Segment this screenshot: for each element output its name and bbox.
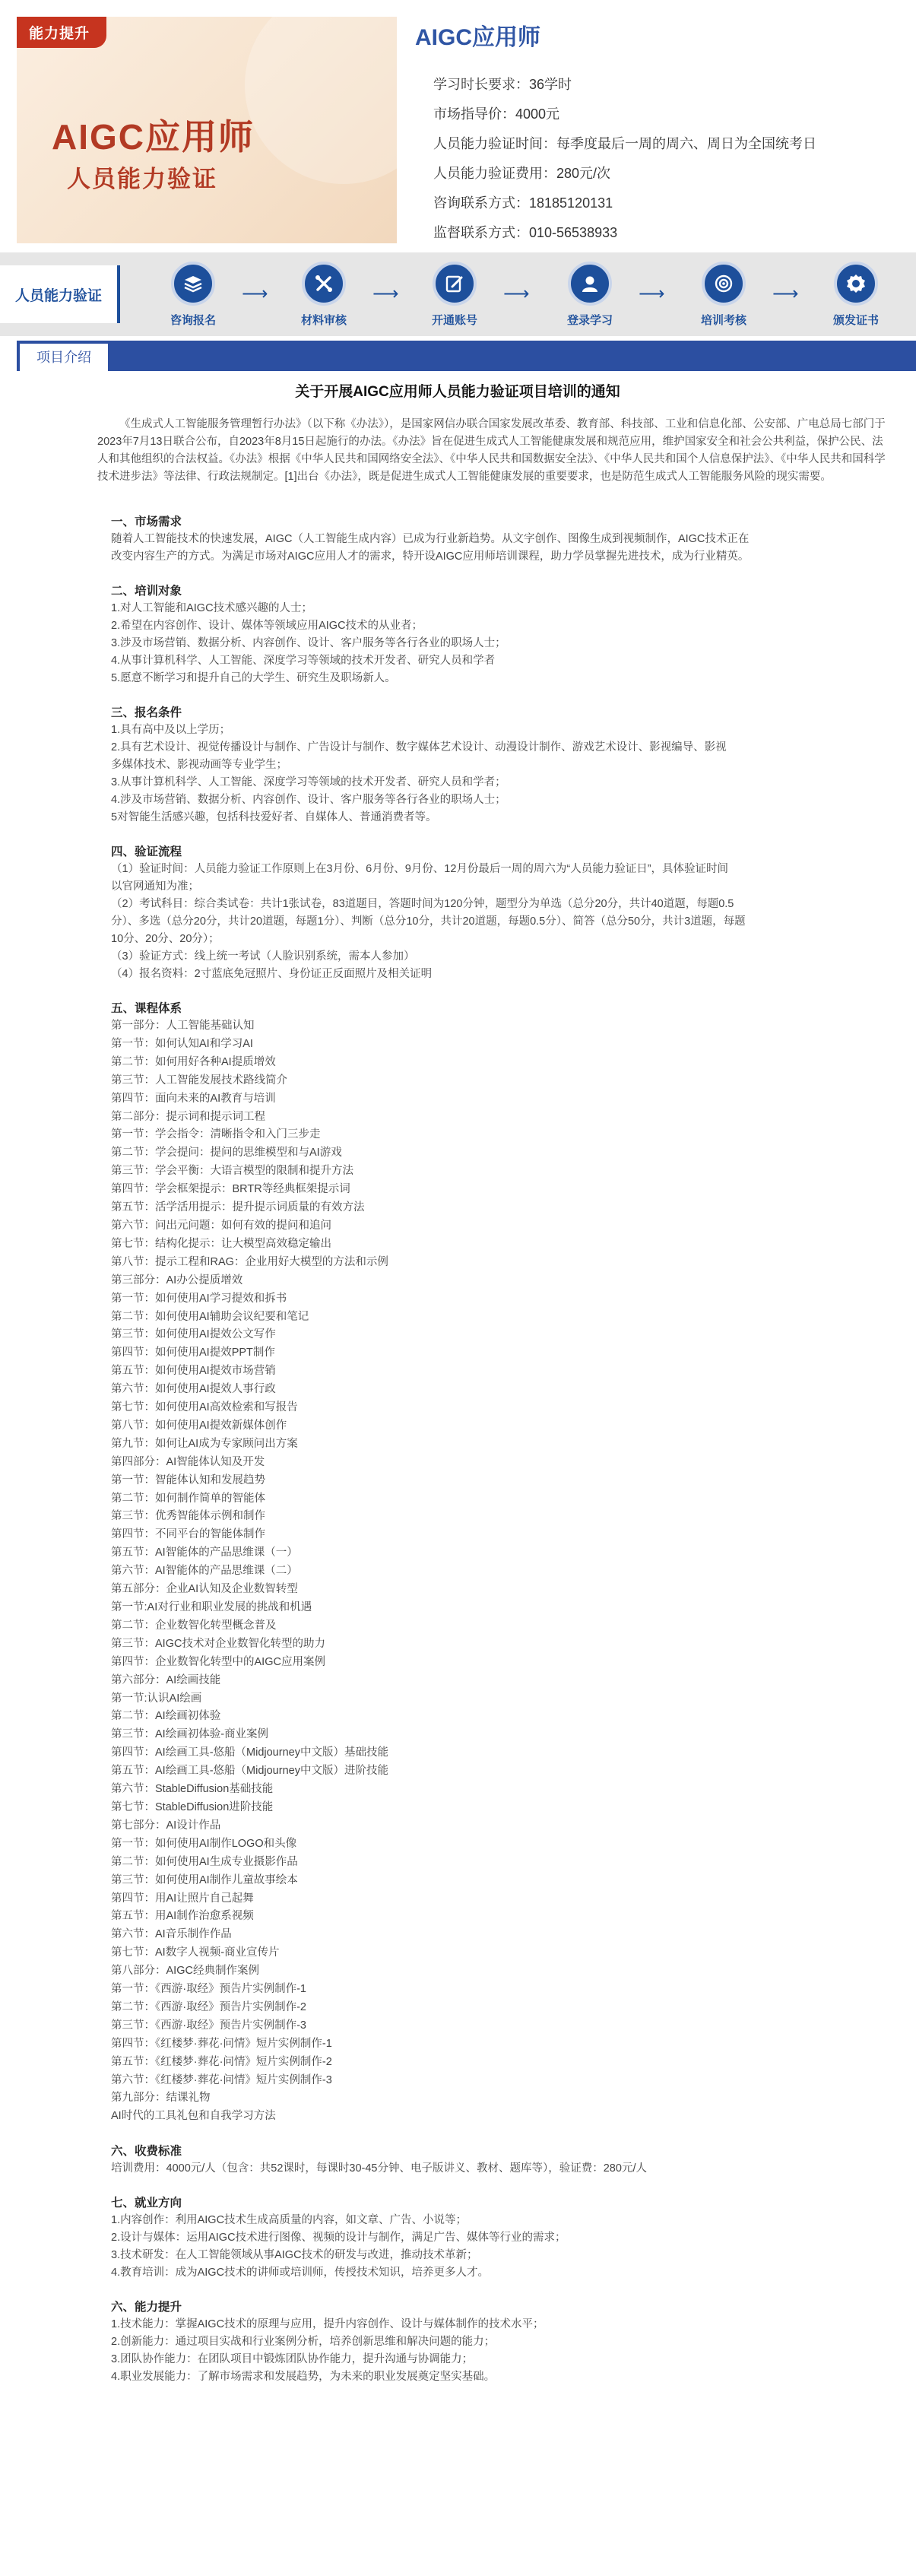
section-line: 2.创新能力：通过项目实战和行业案例分析，培养创新思维和解决问题的能力； (111, 2336, 496, 2349)
section-line: （1）验证时间：人员能力验证工作原则上在3月份、6月份、9月份、12月份最后一周的周六为“人员能力验证日”，具体验证时间 (111, 863, 729, 875)
section-line: 第二节：企业数智化转型概念普及 (111, 1619, 277, 1632)
section-lines (17, 2212, 899, 2282)
section-line: 第六节：《红楼梦·葬花·问情》短片实例制作-3 (111, 2073, 332, 2086)
section-heading: 三、报名条件 (111, 706, 182, 719)
section-line: 第一节:AI对行业和职业发展的挑战和机遇 (111, 1601, 312, 1613)
doc-section (17, 2194, 899, 2282)
section-line: 第四节：面向未来的AI教育与培训 (111, 1092, 276, 1105)
step-issue-certificate (810, 262, 902, 328)
section-line: 第九部分：结课礼物 (111, 2092, 211, 2105)
section-line: （4）报名资料：2寸蓝底免冠照片、身份证正反面照片及相关证明 (111, 968, 433, 980)
process-bar (0, 252, 916, 336)
section-line: 培训费用：4000元/人（包含：共52课时，每课时30-45分钟、电子版讲义、教材、题库等），验证费：280元/人 (111, 2162, 647, 2175)
section-lines (17, 600, 899, 687)
step-consult-register (147, 262, 239, 328)
section-lines (17, 722, 899, 826)
section-line: 随着人工智能技术的快速发展，AIGC（人工智能生成内容）已成为行业新趋势。从文字创作、图像生成到视频制作，AIGC技术正在 (111, 533, 750, 545)
intro-paragraph (17, 416, 899, 486)
section-line: 第三节：AI绘画初体验-商业案例 (111, 1728, 269, 1741)
section-line: 第三节：如何使用AI制作儿童故事绘本 (111, 1873, 298, 1886)
section-line: 1.具有高中及以上学历； (111, 724, 231, 736)
section-line: 4.教育培训：成为AIGC技术的讲师或培训师，传授技术知识，培养更多人才。 (111, 2267, 490, 2279)
step-label: 开通账号 (431, 314, 477, 327)
target-icon (702, 262, 746, 306)
hero-title: AIGC应用师 (52, 117, 255, 157)
info-exam-time: 人员能力验证时间：每季度最后一周的周六、周日为全国统考日 (433, 136, 816, 151)
section-line: 1.技术能力：掌握AIGC技术的原理与应用，提升内容创作、设计与媒体制作的技术水平； (111, 2318, 544, 2331)
section-line: 第七节：如何使用AI高效检索和写报告 (111, 1401, 298, 1414)
document-title: 关于开展AIGC应用师人员能力验证项目培训的通知 (295, 384, 620, 400)
info-study-hours: 学习时长要求：36学时 (433, 77, 572, 92)
section-line: 第一节：如何使用AI学习提效和拆书 (111, 1292, 287, 1305)
section-line: 第四部分：AI智能体认知及开发 (111, 1455, 265, 1468)
section-line: 以官网通知为准； (111, 880, 199, 893)
tab-bar (17, 341, 916, 371)
section-line: 第三节：如何使用AI提效公文写作 (111, 1328, 276, 1341)
doc-section (17, 843, 899, 983)
section-line: 4.涉及市场营销、数据分析、内容创作、设计、客户服务等各行各业的职场人士； (111, 794, 506, 806)
section-line: 分）、多选（总分20分，共计20道题，每题1分）、判断（总分10分，共计20道题，每题0.5分）、简答（总分50分，共计3道题，每题 (111, 915, 746, 928)
layers-icon (171, 262, 215, 306)
section-line: 第五节：AI智能体的产品思维课（一） (111, 1547, 298, 1559)
section-heading: 二、培训对象 (111, 585, 182, 598)
course-title: AIGC应用师 (415, 25, 540, 50)
section-line: 第四节：学会框架提示：BRTR等经典框架提示词 (111, 1183, 350, 1196)
user-icon (568, 262, 612, 306)
section-heading: 六、能力提升 (111, 2301, 182, 2314)
section-line: 改变内容生产的方式。为满足市场对AIGC应用人才的需求，特开设AIGC应用师培训课程，助力学员掌握先进技术，成为行业精英。 (111, 550, 750, 563)
hero-subtitle: 人员能力验证 (67, 166, 217, 192)
section-line: 3.团队协作能力：在团队项目中锻炼团队协作能力，提升沟通与协调能力； (111, 2353, 474, 2366)
intro-text: 《生成式人工智能服务管理暂行办法》（以下称《办法》），是国家网信办联合国家发展改革委、教育部、科技部、工业和信息化部、公安部、广电总局七部门于2023年7月13日联合公布，自2023年8月15日起施行的办法。《办法》旨在促进生成式人工智能健康发展和规范应用，维护国家安全和社会公共利益，保护公民、法人和其他组织的合法权益。《办法》根据《中华人民共和国网络安全法》、《中华人民共和国数据安全法》、《中华人民共和国个人信息保护法》、《中华人民共和国科学技术进步法》等法律、行政法规制定。[1]出台《办法》，既是促进生成式人工智能健康发展的重要要求，也是防范生成式人工智能服务风险的现实需要。 (97, 418, 886, 483)
section-lines (17, 2316, 899, 2386)
arrow-right-icon: ⟶ (503, 284, 530, 304)
step-label: 材料审核 (300, 314, 347, 327)
step-material-review (278, 262, 369, 328)
section-line: 第三节：优秀智能体示例和制作 (111, 1510, 265, 1523)
step-label: 培训考核 (700, 314, 746, 327)
step-login-study (544, 262, 635, 328)
section-line: 第六节：如何使用AI提效人事行政 (111, 1383, 276, 1396)
section-line: 第三节：人工智能发展技术路线简介 (111, 1074, 287, 1087)
section-line: 第二节：如何使用AI辅助会议纪要和笔记 (111, 1310, 309, 1323)
section-line: 第四节：《红楼梦·葬花·问情》短片实例制作-1 (111, 2037, 332, 2050)
arrow-right-icon: ⟶ (639, 284, 665, 304)
section-line: 第八节：提示工程和RAG：企业用好大模型的方法和示例 (111, 1255, 388, 1268)
section-line: 第七部分：AI设计作品 (111, 1819, 221, 1832)
section-lines (17, 2160, 899, 2178)
section-line: 第六节：AI音乐制作作品 (111, 1928, 232, 1941)
section-line: 第二节：AI绘画初体验 (111, 1710, 221, 1723)
section-line: 第六节：StableDiffusion基础技能 (111, 1783, 274, 1796)
section-line: 第二节：如何使用AI生成专业摄影作品 (111, 1855, 298, 1868)
edit-icon (433, 262, 477, 306)
section-line: 10分、20分、20分）； (111, 933, 220, 945)
section-line: 第三节：学会平衡：大语言模型的限制和提升方法 (111, 1165, 353, 1178)
hero-badge: 能力提升 (17, 17, 106, 48)
section-line: 第一部分：人工智能基础认知 (111, 1020, 255, 1032)
section-line: 第四节：如何使用AI提效PPT制作 (111, 1347, 275, 1359)
section-lines (17, 1017, 899, 2126)
section-line: 3.涉及市场营销、数据分析、内容创作、设计、客户服务等各行各业的职场人士； (111, 637, 506, 649)
medal-icon (834, 262, 878, 306)
step-label: 颁发证书 (832, 314, 879, 327)
section-heading: 六、收费标准 (111, 2145, 182, 2159)
arrow-right-icon: ⟶ (372, 284, 399, 304)
step-label: 登录学习 (566, 314, 613, 327)
document-sections (17, 513, 899, 2386)
section-line: 第一节:认识AI绘画 (111, 1692, 202, 1705)
section-line: 第六部分：AI绘画技能 (111, 1673, 221, 1686)
section-line: 2.具有艺术设计、视觉传播设计与制作、广告设计与制作、数字媒体艺术设计、动漫设计制作、游戏艺术设计、影视编导、影视 (111, 741, 727, 753)
course-info-list (433, 70, 816, 248)
section-line: 第二节：如何用好各种AI提质增效 (111, 1055, 276, 1068)
step-open-account (409, 262, 500, 328)
tools-icon (302, 262, 346, 306)
section-line: 第五节：《红楼梦·葬花·问情》短片实例制作-2 (111, 2055, 332, 2068)
section-line: 第七节：结构化提示：让大模型高效稳定输出 (111, 1237, 331, 1250)
section-line: （3）验证方式：线上统一考试（人脸识别系统，需本人参加） (111, 950, 415, 963)
section-line: 第一节：如何认知AI和学习AI (111, 1037, 253, 1050)
section-line: 第一节：学会指令：清晰指令和入门三步走 (111, 1128, 321, 1141)
section-heading: 一、市场需求 (111, 516, 182, 528)
section-line: 第二节：学会提问：提问的思维模型和与AI游戏 (111, 1147, 342, 1160)
info-supervise-phone: 监督联系方式：010-56538933 (433, 225, 618, 240)
section-line: 第五部分：企业AI认知及企业数智转型 (111, 1583, 298, 1596)
section-line: 第六节：问出元问题：如何有效的提问和追问 (111, 1219, 331, 1232)
step-label: 咨询报名 (170, 314, 216, 327)
section-heading: 七、就业方向 (111, 2197, 182, 2210)
section-line: 第五节：用AI制作治愈系视频 (111, 1910, 254, 1923)
section-line: 3.从事计算机科学、人工智能、深度学习等领域的技术开发者、研究人员和学者； (111, 776, 506, 788)
section-line: 第一节：《西游·取经》预告片实例制作-1 (111, 1983, 306, 1996)
step-training-assessment (678, 262, 769, 328)
section-line: 5对智能生活感兴趣，包括科技爱好者、自媒体人、普通消费者等。 (111, 811, 437, 823)
section-line: 第四节：企业数智化转型中的AIGC应用案例 (111, 1655, 325, 1668)
section-line: 第三节：《西游·取经》预告片实例制作-3 (111, 2019, 306, 2032)
info-exam-fee: 人员能力验证费用：280元/次 (433, 166, 611, 181)
section-line: 第四节：不同平台的智能体制作 (111, 1528, 265, 1541)
section-line: 第六节：AI智能体的产品思维课（二） (111, 1565, 298, 1578)
section-line: （2）考试科目：综合类试卷：共计1张试卷，83道题目，答题时间为120分钟，题型分为单选（总分20分，共计40道题，每题0.5 (111, 898, 734, 910)
process-label: 人员能力验证 (0, 265, 120, 323)
section-line: 第八节：如何使用AI提效新媒体创作 (111, 1419, 287, 1432)
doc-section (17, 704, 899, 826)
section-line: 第五节：AI绘画工具-悠船（Midjourney中文版）进阶技能 (111, 1765, 388, 1778)
section-line: 第四节：AI绘画工具-悠船（Midjourney中文版）基础技能 (111, 1746, 388, 1759)
section-heading: 五、课程体系 (111, 1002, 182, 1015)
section-heading: 四、验证流程 (111, 845, 182, 858)
section-line: 3.技术研发：在人工智能领域从事AIGC技术的研发与改进，推动技术革新； (111, 2249, 478, 2262)
section-line: 第三部分：AI办公提质增效 (111, 1274, 243, 1286)
doc-section (17, 513, 899, 566)
info-consult-phone: 咨询联系方式：18185120131 (433, 195, 613, 211)
section-line: 第八部分：AIGC经典制作案例 (111, 1965, 259, 1978)
hero-banner (17, 17, 397, 243)
info-guide-price: 市场指导价：4000元 (433, 106, 560, 122)
section-line: 4.职业发展能力：了解市场需求和发展趋势，为未来的职业发展奠定坚实基础。 (111, 2371, 496, 2384)
section-line: 第七节：AI数字人视频-商业宣传片 (111, 1946, 280, 1959)
section-line: 第四节：用AI让照片自己起舞 (111, 1892, 254, 1905)
section-line: 第二部分：提示词和提示词工程 (111, 1110, 265, 1123)
doc-section (17, 582, 899, 687)
section-line: 1.对人工智能和AIGC技术感兴趣的人士； (111, 602, 313, 614)
tab-project-intro[interactable]: 项目介绍 (20, 344, 108, 371)
section-line: 第三节：AIGC技术对企业数智化转型的助力 (111, 1637, 325, 1650)
section-lines (17, 861, 899, 983)
section-line: 多媒体技术、影视动画等专业学生； (111, 759, 287, 771)
section-lines (17, 531, 899, 566)
section-line: 第七节：StableDiffusion进阶技能 (111, 1800, 274, 1813)
section-line: AI时代的工具礼包和自我学习方法 (111, 2110, 276, 2123)
doc-section (17, 2298, 899, 2386)
section-line: 第九节：如何让AI成为专家顾问出方案 (111, 1437, 298, 1450)
section-line: 第五节：活学活用提示：提升提示词质量的有效方法 (111, 1201, 365, 1214)
doc-section (17, 1000, 899, 2126)
section-line: 2.希望在内容创作、设计、媒体等领域应用AIGC技术的从业者； (111, 620, 423, 632)
document-body (17, 379, 899, 2386)
section-line: 1.内容创作：利用AIGC技术生成高质量的内容，如文章、广告、小说等； (111, 2214, 468, 2227)
section-line: 2.设计与媒体：运用AIGC技术进行图像、视频的设计与制作，满足广告、媒体等行业的需求； (111, 2232, 566, 2244)
section-line: 第二节：如何制作简单的智能体 (111, 1492, 265, 1505)
section-line: 第二节：《西游·取经》预告片实例制作-2 (111, 2000, 306, 2013)
section-line: 4.从事计算机科学、人工智能、深度学习等领域的技术开发者、研究人员和学者 (111, 655, 496, 667)
arrow-right-icon: ⟶ (772, 284, 799, 304)
section-line: 第五节：如何使用AI提效市场营销 (111, 1365, 276, 1378)
doc-section (17, 2143, 899, 2178)
section-line: 第一节：如何使用AI制作LOGO和头像 (111, 1837, 297, 1850)
section-line: 5.愿意不断学习和提升自己的大学生、研究生及职场新人。 (111, 672, 396, 684)
section-line: 第一节：智能体认知和发展趋势 (111, 1474, 265, 1486)
arrow-right-icon: ⟶ (242, 284, 268, 304)
